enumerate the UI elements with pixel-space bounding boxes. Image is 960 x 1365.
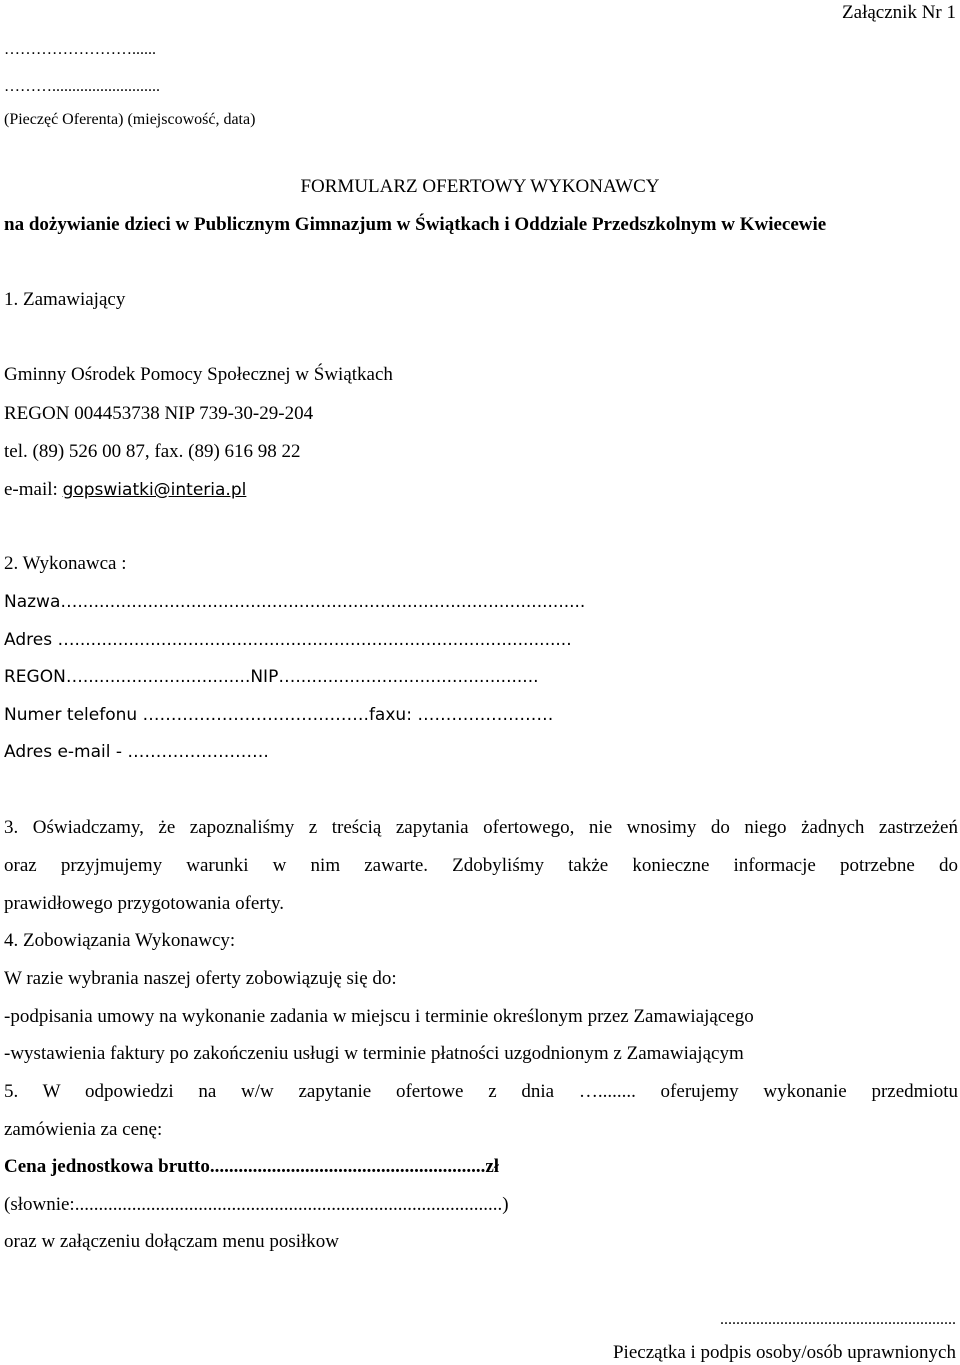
orderer-phone-fax: tel. (89) 526 00 87, fax. (89) 616 98 22: [4, 441, 301, 462]
section-4-heading: 4. Zobowiązania Wykonawcy:: [4, 930, 236, 951]
obligation-item-2: -wystawienia faktury po zakończeniu usługi w terminie płatności uzgodnionym z Zamawiającym: [4, 1043, 744, 1064]
header-dots-line-2: ………...........................: [4, 78, 160, 95]
section-5-line-1: 5. W odpowiedzi na w/w zapytanie ofertowe z dnia …........ oferujemy wykonanie przedmiotu: [4, 1081, 958, 1102]
page-title: FORMULARZ OFERTOWY WYKONAWCY: [300, 176, 660, 197]
contractor-email-field[interactable]: Adres e-mail - …………………….: [4, 742, 269, 762]
section-3-line-3: prawidłowego przygotowania oferty.: [4, 893, 284, 914]
email-label: e-mail:: [4, 479, 58, 500]
section-4-intro: W razie wybrania naszej oferty zobowiązuję się do:: [4, 968, 397, 989]
annex-label: Załącznik Nr 1: [842, 2, 956, 23]
email-link[interactable]: gopswiatki@interia.pl: [62, 480, 247, 500]
orderer-email-row: [4, 479, 246, 502]
signature-dots[interactable]: ...........................................................: [720, 1311, 956, 1328]
unit-price-field[interactable]: Cena jednostkowa brutto..........................................................zł: [4, 1156, 500, 1177]
section-1-heading: 1. Zamawiający: [4, 289, 126, 310]
section-3-line-1: 3. Oświadczamy, że zapoznaliśmy z treścią zapytania ofertowego, nie wnosimy do niego żadnych zastrzeżeń: [4, 817, 958, 838]
orderer-regon-nip: REGON 004453738 NIP 739-30-29-204: [4, 403, 314, 424]
section-5-line-2: zamówienia za cenę:: [4, 1119, 163, 1140]
page-subtitle: na dożywianie dzieci w Publicznym Gimnazjum w Świątkach i Oddziale Przedszkolnym w Kwiecewie: [4, 214, 827, 235]
contractor-phone-fax-field[interactable]: Numer telefonu ………………………………….faxu: ……………………: [4, 705, 554, 725]
stamp-caption: (Pieczęć Oferenta) (miejscowość, data): [4, 111, 256, 128]
attachment-note: oraz w załączeniu dołączam menu posiłkow: [4, 1231, 339, 1252]
header-dots-line-1: ……………………......: [4, 41, 156, 58]
signature-caption: Pieczątka i podpis osoby/osób uprawnionych: [612, 1342, 956, 1363]
contractor-name-field[interactable]: Nazwa…..............................................................................................: [4, 592, 586, 612]
price-in-words-field[interactable]: (słownie:..........................................................................................): [4, 1194, 509, 1215]
orderer-name: Gminny Ośrodek Pomocy Społecznej w Świątkach: [4, 364, 393, 385]
section-3-line-2: oraz przyjmujemy warunki w nim zawarte. Zdobyliśmy także konieczne informacje potrzebne do: [4, 855, 958, 876]
obligation-item-1: -podpisania umowy na wykonanie zadania w miejscu i terminie określonym przez Zamawiającego: [4, 1006, 754, 1027]
contractor-address-field[interactable]: Adres …............................................................................................: [4, 630, 572, 650]
section-2-heading: 2. Wykonawca :: [4, 553, 127, 574]
contractor-regon-nip-field[interactable]: REGON…...............................NIP….............................................: [4, 667, 539, 687]
